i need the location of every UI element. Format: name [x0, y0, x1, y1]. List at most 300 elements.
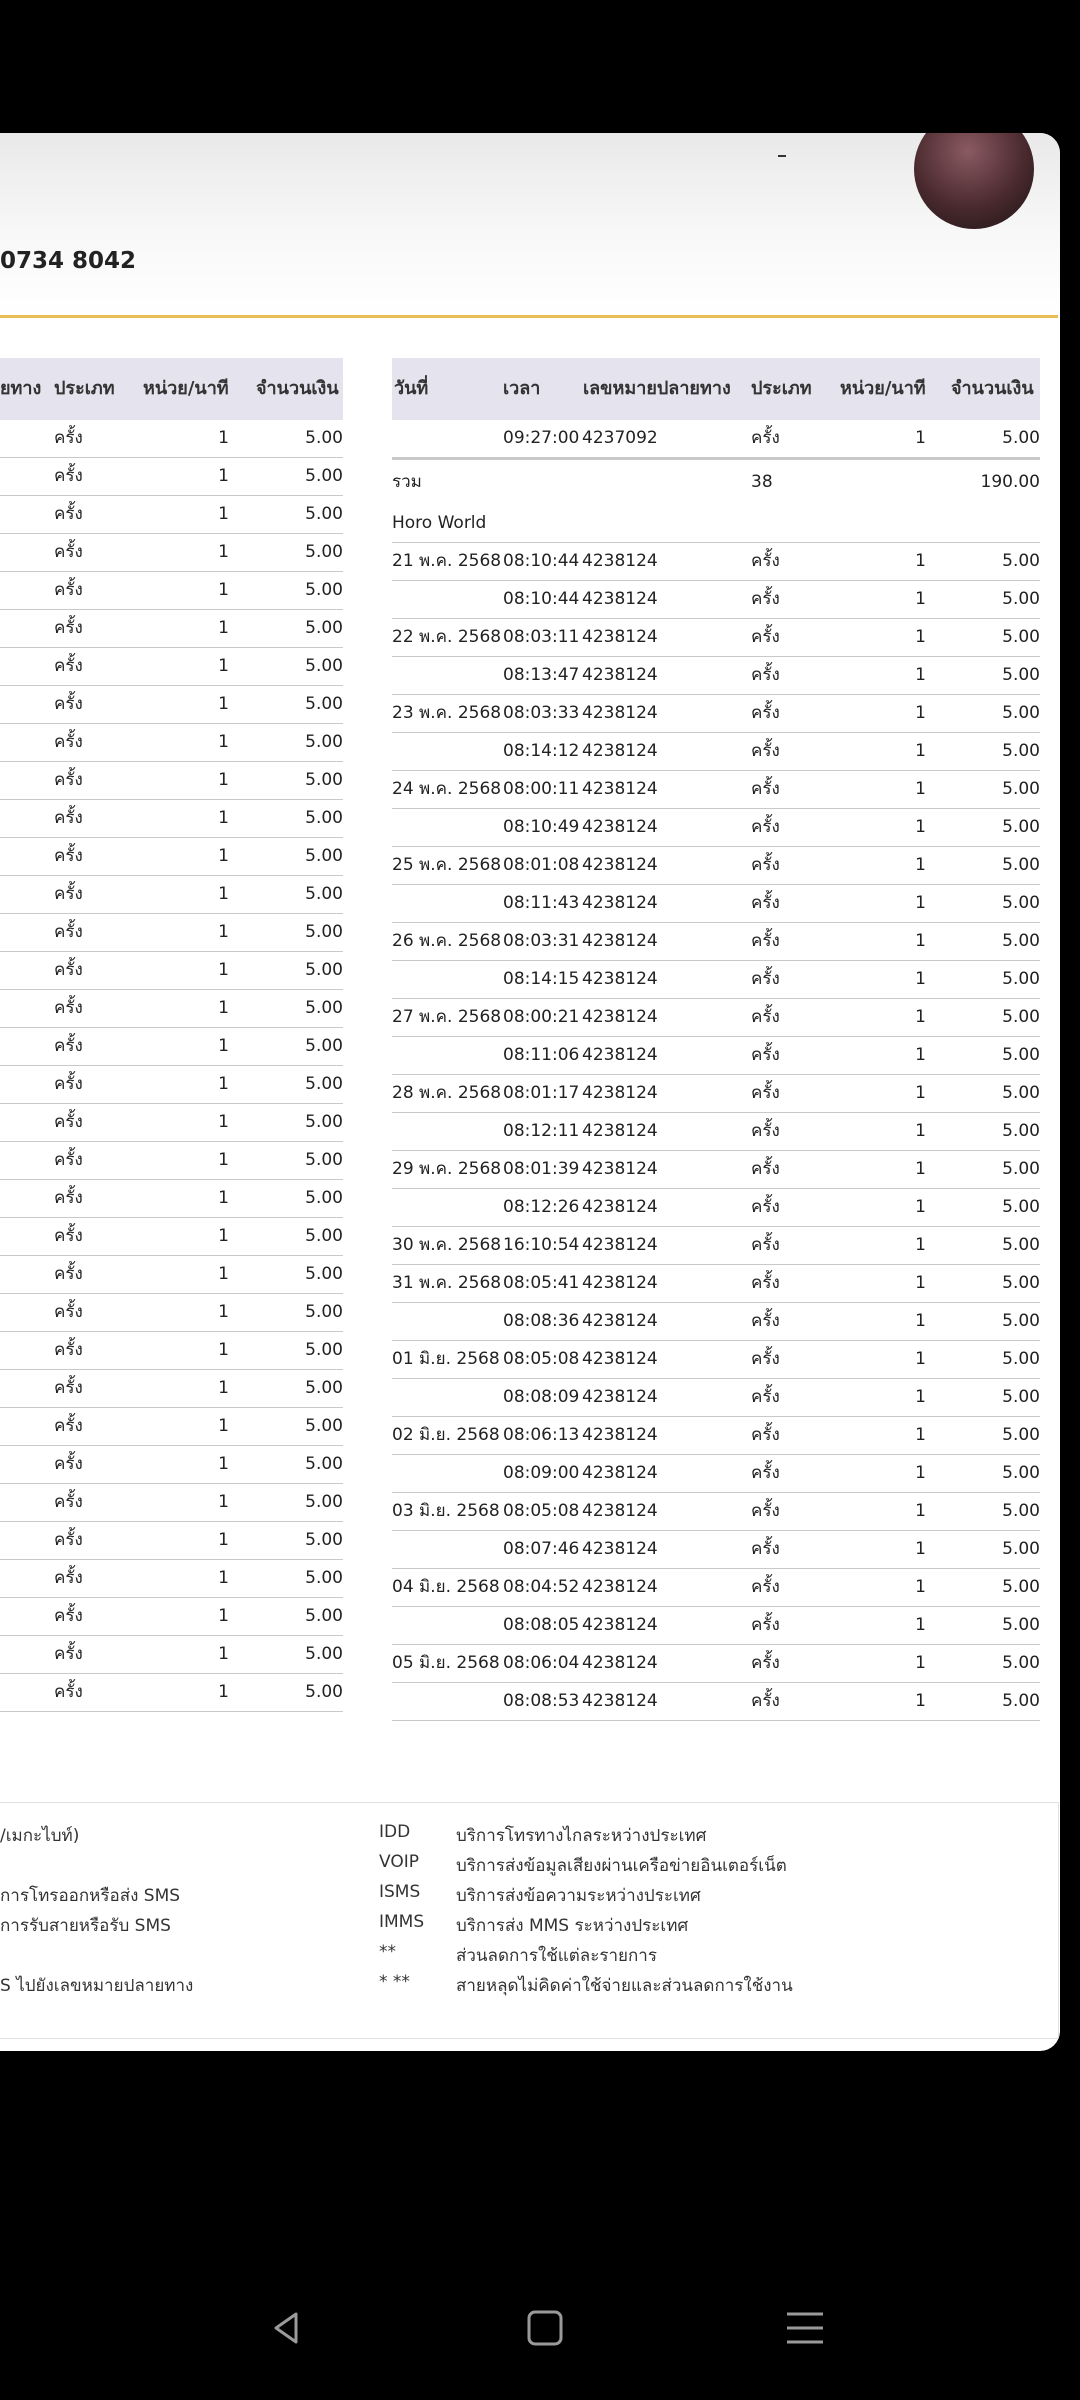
cell-number: 4238124	[582, 1653, 658, 1673]
legend-desc: ส่วนลดการใช้แต่ละรายการ	[456, 1946, 657, 1966]
legend-desc: บริการส่งข้อความระหว่างประเทศ	[456, 1886, 701, 1906]
legend-desc: บริการโทรทางไกลระหว่างประเทศ	[456, 1826, 707, 1846]
cell-units: 1	[218, 1264, 229, 1284]
cell-amount: 5.00	[305, 542, 343, 562]
cell-date: 29 พ.ค. 2568	[392, 1159, 502, 1179]
cell-number: 4238124	[582, 1501, 658, 1521]
cell-number: 4238124	[582, 1577, 658, 1597]
cell-time: 08:08:05	[503, 1615, 580, 1635]
total-label: รวม	[392, 472, 422, 492]
cell-units: 1	[915, 1273, 926, 1293]
cell-units: 1	[915, 1691, 926, 1711]
cell-time: 08:10:44	[503, 551, 580, 571]
cell-amount: 5.00	[1002, 1045, 1040, 1065]
cell-units: 1	[915, 703, 926, 723]
cell-type: ครั้ง	[751, 969, 780, 989]
table-row	[392, 1569, 1040, 1607]
cell-time: 08:09:00	[503, 1463, 580, 1483]
cell-units: 1	[218, 694, 229, 714]
cell-type: ครั้ง	[54, 1568, 83, 1588]
cell-type: ครั้ง	[751, 1653, 780, 1673]
table-row	[0, 1028, 343, 1066]
right-table-header	[392, 358, 1040, 420]
cell-units: 1	[915, 1197, 926, 1217]
table-row	[392, 543, 1040, 581]
table-row	[392, 771, 1040, 809]
cell-date: 30 พ.ค. 2568	[392, 1235, 502, 1255]
table-row	[392, 847, 1040, 885]
cell-amount: 5.00	[1002, 1349, 1040, 1369]
cell-type: ครั้ง	[751, 1045, 780, 1065]
cell-type: ครั้ง	[751, 1615, 780, 1635]
left-header-units: หน่วย/นาที	[143, 378, 229, 399]
table-row	[392, 1227, 1040, 1265]
table-row	[0, 1408, 343, 1446]
table-row	[0, 1066, 343, 1104]
cell-units: 1	[218, 922, 229, 942]
legend-code: ISMS	[379, 1882, 421, 1902]
legend-code: VOIP	[379, 1852, 419, 1872]
cell-time: 08:12:26	[503, 1197, 580, 1217]
cell-time: 08:08:53	[503, 1691, 580, 1711]
cell-time: 08:14:15	[503, 969, 580, 989]
cell-type: ครั้ง	[54, 1492, 83, 1512]
cell-number: 4238124	[582, 1235, 658, 1255]
cell-units: 1	[218, 1568, 229, 1588]
cell-amount: 5.00	[1002, 1691, 1040, 1711]
menu-button[interactable]	[775, 2298, 835, 2358]
left-call-table	[0, 420, 343, 1712]
cell-amount: 5.00	[305, 428, 343, 448]
cell-time: 08:11:06	[503, 1045, 580, 1065]
cell-type: ครั้ง	[54, 884, 83, 904]
cell-time: 08:03:31	[503, 931, 580, 951]
cell-units: 1	[218, 580, 229, 600]
cell-amount: 5.00	[1002, 589, 1040, 609]
cell-amount: 5.00	[1002, 1197, 1040, 1217]
cell-number: 4238124	[582, 1387, 658, 1407]
cell-date: 01 มิ.ย. 2568	[392, 1349, 500, 1369]
cell-type: ครั้ง	[54, 808, 83, 828]
cell-amount: 5.00	[305, 1378, 343, 1398]
cell-date: 31 พ.ค. 2568	[392, 1273, 502, 1293]
table-row	[392, 1075, 1040, 1113]
cell-type: ครั้ง	[751, 1501, 780, 1521]
cell-type: ครั้ง	[751, 703, 780, 723]
cell-type: ครั้ง	[751, 1425, 780, 1445]
cell-amount: 5.00	[305, 1264, 343, 1284]
table-row	[392, 1151, 1040, 1189]
cell-units: 1	[915, 1653, 926, 1673]
cell-date: 02 มิ.ย. 2568	[392, 1425, 500, 1445]
cell-amount: 5.00	[305, 998, 343, 1018]
cell-time: 08:07:46	[503, 1539, 580, 1559]
document-header	[0, 133, 1060, 318]
cell-type: ครั้ง	[54, 732, 83, 752]
table-row	[0, 876, 343, 914]
cell-type: ครั้ง	[751, 1197, 780, 1217]
table-row	[392, 657, 1040, 695]
cell-number: 4238124	[582, 779, 658, 799]
table-row	[0, 1180, 343, 1218]
cell-type: ครั้ง	[54, 1036, 83, 1056]
cell-number: 4238124	[582, 741, 658, 761]
cell-units: 1	[915, 969, 926, 989]
cell-type: ครั้ง	[54, 1454, 83, 1474]
cell-amount: 5.00	[1002, 1615, 1040, 1635]
home-icon	[525, 2308, 565, 2348]
table-row	[392, 420, 1040, 460]
cell-date: 23 พ.ค. 2568	[392, 703, 502, 723]
cell-units: 1	[915, 1349, 926, 1369]
cell-amount: 5.00	[1002, 1083, 1040, 1103]
cell-type: ครั้ง	[54, 694, 83, 714]
cell-units: 1	[218, 1150, 229, 1170]
right-header-date: วันที่	[394, 378, 429, 399]
table-row	[392, 1303, 1040, 1341]
legend-left-line: การโทรออกหรือส่ง SMS	[0, 1886, 181, 1906]
cell-date: 28 พ.ค. 2568	[392, 1083, 502, 1103]
cell-type: ครั้ง	[751, 551, 780, 571]
cell-units: 1	[915, 1463, 926, 1483]
cell-number: 4238124	[582, 1615, 658, 1635]
cell-time: 08:01:39	[503, 1159, 580, 1179]
right-rows	[392, 543, 1040, 1721]
cell-type: ครั้ง	[54, 1644, 83, 1664]
cell-date: 24 พ.ค. 2568	[392, 779, 502, 799]
table-row	[0, 1636, 343, 1674]
cell-units: 1	[915, 551, 926, 571]
cell-type: ครั้ง	[54, 1188, 83, 1208]
cell-amount: 5.00	[305, 1112, 343, 1132]
cell-amount: 5.00	[1002, 428, 1040, 448]
right-header-destination: เลขหมายปลายทาง	[583, 378, 731, 399]
cell-date: 25 พ.ค. 2568	[392, 855, 502, 875]
table-row	[0, 534, 343, 572]
cell-amount: 5.00	[305, 1188, 343, 1208]
cell-type: ครั้ง	[751, 1577, 780, 1597]
back-button[interactable]	[256, 2298, 316, 2358]
table-row	[0, 1218, 343, 1256]
cell-units: 1	[218, 1036, 229, 1056]
cell-type: ครั้ง	[751, 1083, 780, 1103]
cell-time: 08:06:13	[503, 1425, 580, 1445]
cell-number: 4238124	[582, 703, 658, 723]
table-row	[392, 695, 1040, 733]
left-table-header	[0, 358, 343, 420]
cell-number: 4238124	[582, 1311, 658, 1331]
cell-type: ครั้ง	[54, 1530, 83, 1550]
cell-number: 4238124	[582, 1349, 658, 1369]
cell-amount: 5.00	[1002, 703, 1040, 723]
cell-units: 1	[218, 1226, 229, 1246]
cell-units: 1	[218, 770, 229, 790]
cell-number: 4238124	[582, 1463, 658, 1483]
legend-left-line: การรับสายหรือรับ SMS	[0, 1916, 171, 1936]
cell-type: ครั้ง	[751, 1007, 780, 1027]
table-row	[392, 809, 1040, 847]
cell-amount: 5.00	[1002, 1273, 1040, 1293]
cell-units: 1	[218, 1416, 229, 1436]
header-divider	[0, 315, 1058, 318]
cell-units: 1	[218, 1378, 229, 1398]
cell-type: ครั้ง	[751, 931, 780, 951]
cell-amount: 5.00	[305, 808, 343, 828]
cell-units: 1	[915, 1121, 926, 1141]
table-row	[392, 619, 1040, 657]
cell-amount: 5.00	[1002, 1425, 1040, 1445]
cell-amount: 5.00	[1002, 551, 1040, 571]
cell-amount: 5.00	[305, 694, 343, 714]
home-button[interactable]	[515, 2298, 575, 2358]
bill-document	[0, 133, 1060, 2051]
cell-number: 4238124	[582, 1007, 658, 1027]
cell-number: 4238124	[582, 1045, 658, 1065]
cell-amount: 5.00	[305, 1416, 343, 1436]
cell-amount: 5.00	[305, 846, 343, 866]
cell-units: 1	[218, 1454, 229, 1474]
cell-number: 4238124	[582, 931, 658, 951]
cell-units: 1	[915, 665, 926, 685]
cell-units: 1	[915, 741, 926, 761]
table-row	[0, 458, 343, 496]
cell-type: ครั้ง	[751, 855, 780, 875]
cell-units: 1	[915, 589, 926, 609]
table-row	[392, 1379, 1040, 1417]
table-row	[0, 1370, 343, 1408]
cell-time: 08:01:08	[503, 855, 580, 875]
cell-units: 1	[915, 893, 926, 913]
cell-type: ครั้ง	[54, 1682, 83, 1702]
cell-amount: 5.00	[1002, 1121, 1040, 1141]
cell-units: 1	[218, 542, 229, 562]
table-row	[392, 999, 1040, 1037]
cell-type: ครั้ง	[751, 741, 780, 761]
table-row	[0, 1484, 343, 1522]
cell-units: 1	[218, 1302, 229, 1322]
cell-time: 08:03:33	[503, 703, 580, 723]
cell-units: 1	[218, 808, 229, 828]
cell-type: ครั้ง	[751, 1691, 780, 1711]
cell-units: 1	[218, 1188, 229, 1208]
cell-units: 1	[218, 1606, 229, 1626]
cell-units: 1	[218, 884, 229, 904]
cell-number: 4238124	[582, 551, 658, 571]
cell-units: 1	[218, 998, 229, 1018]
group-header	[392, 505, 1040, 543]
table-row	[0, 1522, 343, 1560]
legend-code: IDD	[379, 1822, 411, 1842]
table-row	[0, 724, 343, 762]
table-row	[0, 648, 343, 686]
cell-units: 1	[218, 1492, 229, 1512]
cell-time: 08:10:44	[503, 589, 580, 609]
cell-time: 08:05:41	[503, 1273, 580, 1293]
back-icon	[266, 2308, 306, 2348]
cell-number: 4238124	[582, 817, 658, 837]
cell-type: ครั้ง	[54, 922, 83, 942]
legend-box	[0, 1802, 1059, 2039]
table-row	[0, 1294, 343, 1332]
cell-amount: 5.00	[305, 1340, 343, 1360]
right-header-units: หน่วย/นาที	[840, 378, 926, 399]
total-units: 38	[751, 472, 773, 492]
cell-units: 1	[915, 1501, 926, 1521]
cell-units: 1	[218, 732, 229, 752]
cell-type: ครั้ง	[54, 1074, 83, 1094]
group-name: Horo World	[392, 513, 487, 533]
cell-time: 08:00:11	[503, 779, 580, 799]
cell-units: 1	[915, 627, 926, 647]
cell-number: 4238124	[582, 1121, 658, 1141]
cell-amount: 5.00	[305, 1074, 343, 1094]
cell-time: 08:06:04	[503, 1653, 580, 1673]
table-row	[0, 1332, 343, 1370]
cell-type: ครั้ง	[54, 1264, 83, 1284]
right-header-type: ประเภท	[751, 378, 812, 399]
cell-units: 1	[915, 1007, 926, 1027]
cell-type: ครั้ง	[54, 504, 83, 524]
cell-time: 08:14:12	[503, 741, 580, 761]
cell-time: 08:10:49	[503, 817, 580, 837]
cell-amount: 5.00	[1002, 741, 1040, 761]
cell-date: 22 พ.ค. 2568	[392, 627, 502, 647]
cell-time: 08:03:11	[503, 627, 580, 647]
table-row	[392, 1113, 1040, 1151]
cell-units: 1	[218, 504, 229, 524]
cell-amount: 5.00	[1002, 779, 1040, 799]
cell-amount: 5.00	[1002, 1501, 1040, 1521]
table-row	[392, 733, 1040, 771]
cell-type: ครั้ง	[751, 589, 780, 609]
cell-units: 1	[218, 1340, 229, 1360]
cell-units: 1	[915, 817, 926, 837]
table-row	[0, 1446, 343, 1484]
table-row	[0, 1598, 343, 1636]
table-row	[392, 1683, 1040, 1721]
cell-date: 26 พ.ค. 2568	[392, 931, 502, 951]
cell-amount: 5.00	[1002, 1159, 1040, 1179]
cell-time: 08:11:43	[503, 893, 580, 913]
cell-type: ครั้ง	[751, 1387, 780, 1407]
cell-number: 4238124	[582, 665, 658, 685]
cell-units: 1	[915, 1577, 926, 1597]
table-row	[392, 961, 1040, 999]
cell-amount: 5.00	[1002, 1311, 1040, 1331]
legend-desc: สายหลุดไม่คิดค่าใช้จ่ายและส่วนลดการใช้งาน	[456, 1976, 793, 1996]
cell-amount: 5.00	[305, 1454, 343, 1474]
cell-type: ครั้ง	[54, 1606, 83, 1626]
table-row	[392, 1455, 1040, 1493]
table-row	[0, 1674, 343, 1712]
cell-amount: 5.00	[1002, 1577, 1040, 1597]
cell-date: 05 มิ.ย. 2568	[392, 1653, 500, 1673]
table-row	[0, 496, 343, 534]
cell-units: 1	[915, 931, 926, 951]
cell-type: ครั้ง	[54, 542, 83, 562]
cell-amount: 5.00	[305, 1568, 343, 1588]
cell-number: 4238124	[582, 969, 658, 989]
header-dash	[778, 155, 786, 157]
cell-type: ครั้ง	[54, 1378, 83, 1398]
cell-amount: 5.00	[1002, 1387, 1040, 1407]
cell-time: 08:08:09	[503, 1387, 580, 1407]
cell-time: 09:27:00	[503, 428, 580, 448]
right-header-time: เวลา	[503, 378, 541, 399]
cell-units: 1	[915, 428, 926, 448]
cell-type: ครั้ง	[54, 656, 83, 676]
cell-amount: 5.00	[1002, 855, 1040, 875]
cell-number: 4237092	[582, 428, 658, 448]
total-amount: 190.00	[980, 472, 1040, 492]
cell-units: 1	[218, 846, 229, 866]
legend-desc: บริการส่งข้อมูลเสียงผ่านเครือข่ายอินเตอร์เน็ต	[456, 1856, 787, 1876]
table-row	[392, 923, 1040, 961]
cell-units: 1	[915, 1615, 926, 1635]
cell-number: 4238124	[582, 855, 658, 875]
table-row	[0, 610, 343, 648]
cell-date: 21 พ.ค. 2568	[392, 551, 502, 571]
cell-number: 4238124	[582, 589, 658, 609]
cell-number: 4238124	[582, 1159, 658, 1179]
cell-time: 08:04:52	[503, 1577, 580, 1597]
cell-amount: 5.00	[305, 922, 343, 942]
cell-amount: 5.00	[1002, 817, 1040, 837]
left-header-type: ประเภท	[54, 378, 115, 399]
cell-time: 08:13:47	[503, 665, 580, 685]
cell-amount: 5.00	[305, 884, 343, 904]
table-row	[0, 1104, 343, 1142]
cell-time: 08:00:21	[503, 1007, 580, 1027]
cell-amount: 5.00	[305, 770, 343, 790]
cell-units: 1	[915, 1235, 926, 1255]
cell-units: 1	[915, 1387, 926, 1407]
cell-units: 1	[218, 1644, 229, 1664]
cell-amount: 5.00	[1002, 1007, 1040, 1027]
table-row	[392, 1607, 1040, 1645]
cell-type: ครั้ง	[751, 1463, 780, 1483]
cell-time: 08:05:08	[503, 1501, 580, 1521]
cell-amount: 5.00	[305, 1682, 343, 1702]
cell-amount: 5.00	[305, 960, 343, 980]
cell-type: ครั้ง	[751, 1539, 780, 1559]
cell-type: ครั้ง	[751, 428, 780, 448]
cell-amount: 5.00	[305, 732, 343, 752]
cell-type: ครั้ง	[54, 960, 83, 980]
cell-type: ครั้ง	[751, 665, 780, 685]
cell-type: ครั้ง	[54, 1112, 83, 1132]
cell-number: 4238124	[582, 893, 658, 913]
legend-left-line: S ไปยังเลขหมายปลายทาง	[0, 1976, 194, 1996]
cell-amount: 5.00	[1002, 1539, 1040, 1559]
table-row	[0, 572, 343, 610]
avatar	[914, 133, 1034, 229]
table-row	[0, 952, 343, 990]
legend-code: **	[379, 1942, 396, 1962]
table-row	[392, 1037, 1040, 1075]
table-row	[392, 1341, 1040, 1379]
cell-date: 03 มิ.ย. 2568	[392, 1501, 500, 1521]
cell-type: ครั้ง	[54, 846, 83, 866]
cell-type: ครั้ง	[751, 1159, 780, 1179]
cell-units: 1	[915, 1045, 926, 1065]
cell-type: ครั้ง	[54, 428, 83, 448]
cell-amount: 5.00	[305, 466, 343, 486]
legend-desc: บริการส่ง MMS ระหว่างประเทศ	[456, 1916, 689, 1936]
cell-amount: 5.00	[305, 1226, 343, 1246]
left-header-amount: จำนวนเงิน	[256, 378, 339, 399]
cell-amount: 5.00	[305, 1492, 343, 1512]
